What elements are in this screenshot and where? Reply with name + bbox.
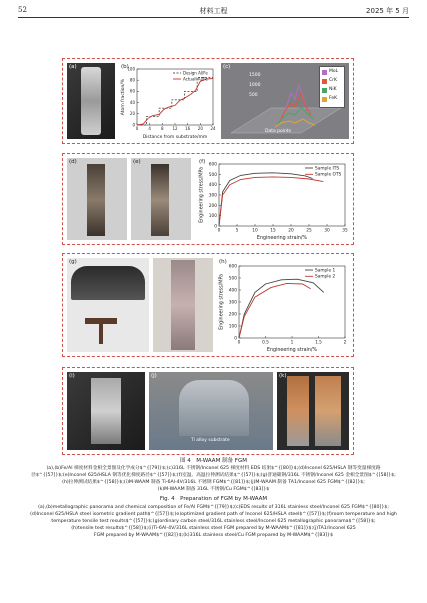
page-number: 52 — [18, 6, 27, 14]
y-tick-label: 500 — [208, 172, 217, 178]
x-axis-label: Engineering strain/% — [266, 348, 318, 352]
y-tick-label: 100 — [208, 214, 217, 220]
legend-label-1: Sample ITS — [315, 166, 340, 172]
stress-strain-chart-h — [217, 258, 349, 352]
x-tick-label: 0 — [237, 340, 241, 346]
x-tick-label: 10 — [252, 228, 258, 234]
figure-caption-zh-1: (a),(b)Fe/Al 梯度材料金相全景图及化学成分$^{[79]}$;(c)316L 不锈钢/Inconel 625 梯度材料 EDS 结果$^{[80]}$;(d)Inconel 625/HSLA 钢等变量梯度路 — [46, 466, 381, 471]
legend-label-2: Sample OTS — [315, 172, 342, 178]
figure-row-2 — [62, 153, 354, 245]
figure-caption-en-1: (a),(b)metallographic panorama and chemical composition of Fe/Al FGM$^{[79]}$;(c)EDS results of 316L stainless steel/Inconel 625 FGM$^{[80]}$; — [38, 505, 389, 510]
issue-date: 2025 年 5 月 — [366, 7, 409, 15]
figure-caption-zh-2: 径$^{[57]}$;(e)Inconel 625/HSLA 钢等优化梯度路径$^{[57]}$;(f)室温、高温拉伸测试结果$^{[57]}$;(g)普通碳钢/316L 不锈钢/Inconel 625 金相全景图$^{[58]}$; — [31, 473, 396, 478]
figure-caption-en-4: (h)tensile test results$^{[58]}$;(i)Ti-6Al-4V/316L stainless steel FGM prepared by M-WAAM$^{[81]}$;(j)TA1/Inconel 625 — [71, 526, 356, 531]
y-axis-label: Engineering stress/MPa — [219, 274, 225, 330]
y-tick-label: 500 — [228, 276, 237, 282]
page-header — [18, 5, 409, 18]
panel-g-photo — [67, 258, 149, 352]
panel-j-label: (j) — [151, 373, 157, 379]
y-tick-label: 600 — [228, 264, 237, 270]
y-axis-label: Engineering stress/MPa — [199, 167, 205, 223]
y-axis-label: Atom fraction/% — [121, 78, 126, 116]
y-tick-label: 200 — [208, 203, 217, 209]
x-tick-label: 16 — [185, 126, 191, 131]
x-tick-label: 1 — [290, 340, 294, 346]
substrate-label: Ti alloy substrate — [191, 438, 230, 443]
eds-axis-text: Data points — [265, 129, 291, 134]
x-tick-label: 24 — [210, 126, 216, 131]
stress-strain-chart-f — [197, 158, 349, 240]
y-tick-label: 300 — [208, 193, 217, 199]
y-tick-label: 400 — [208, 183, 217, 189]
x-tick-label: 25 — [306, 228, 312, 234]
panel-e-photo — [131, 158, 191, 240]
figure-row-1 — [62, 58, 354, 144]
figure-caption-zh-title: 图 4 M-WAAM 制备 FGM — [180, 458, 247, 464]
y-tick-label: 100 — [228, 324, 237, 330]
eds-tick-1: 1500 — [249, 73, 261, 78]
x-tick-label: 2 — [343, 340, 347, 346]
x-tick-label: 5 — [235, 228, 239, 234]
panel-f-label: (f) — [199, 159, 206, 165]
y-tick-label: 300 — [228, 300, 237, 306]
x-tick-label: 30 — [324, 228, 330, 234]
x-tick-label: 20 — [288, 228, 294, 234]
panel-f-chart — [197, 158, 349, 240]
x-tick-label: 8 — [161, 126, 164, 131]
panel-i-label: (i) — [69, 373, 75, 379]
panel-a-label: (a) — [69, 64, 77, 70]
panel-g-panorama — [153, 258, 213, 352]
x-tick-label: 20 — [197, 126, 203, 131]
series-line-2 — [239, 283, 311, 338]
figure-caption-en-5: FGM prepared by M-WAAM$^{[82]}$;(k)316L stainless steel/Cu FGM prepared by M-WAAM$^{[83]}$ — [93, 533, 334, 538]
panel-d-label: (d) — [69, 159, 77, 165]
panel-b-label: (b) — [121, 64, 129, 70]
figure-caption-zh-4: (k)M-WAAM 制备 316L 不锈钢/Cu FGM$^{[83]}$ — [157, 487, 270, 492]
x-tick-label: 35 — [342, 228, 348, 234]
x-tick-label: 0 — [135, 126, 139, 131]
x-tick-label: 0 — [217, 228, 221, 234]
panel-c-label: (c) — [223, 64, 231, 70]
panel-c-eds-map — [221, 63, 349, 139]
figure-caption-zh-3: (h)拉伸测试结果$^{[58]}$;(i)M-WAAM 制备 Ti-6Al-4V/316L 不锈钢 FGM$^{[81]}$;(j)M-WAAM 制备 TA1/Inconel 625 FGM$^{[82]}$; — [62, 480, 365, 485]
y-tick-label: 20 — [129, 111, 135, 117]
series-line-1 — [219, 173, 313, 226]
y-tick-label: 100 — [127, 66, 135, 72]
y-tick-label: 0 — [214, 224, 217, 230]
legend-label-1: Sample 1 — [315, 268, 336, 274]
eds-tick-2: 1000 — [249, 83, 261, 88]
panel-h-chart — [217, 258, 349, 352]
x-tick-label: 12 — [172, 126, 178, 131]
y-tick-label: 400 — [228, 288, 237, 294]
y-tick-label: 0 — [234, 336, 237, 342]
y-tick-label: 60 — [129, 88, 135, 94]
panel-i-photo — [67, 372, 145, 450]
legend-label-1: Design Al/Fe — [183, 70, 208, 76]
panel-b-chart — [119, 63, 217, 139]
legend-mol: MoL — [329, 69, 339, 74]
eds-tick-3: 500 — [249, 93, 258, 98]
x-tick-label: 15 — [270, 228, 276, 234]
y-tick-label: 0 — [132, 122, 135, 128]
figure-caption-en-3: temperature tensile test results$^{[57]}$;(g)ordinary carbon steel/316L stainless steel/Inconel 625 metallographic panorama$^{[58]}$; — [51, 519, 376, 524]
y-tick-label: 600 — [208, 162, 217, 168]
legend-nik: NiK — [329, 87, 337, 92]
series-line-1 — [239, 279, 324, 338]
figure-row-3 — [62, 253, 354, 357]
x-tick-label: 1.5 — [315, 340, 322, 346]
y-tick-label: 40 — [129, 99, 135, 105]
journal-title: 材料工程 — [199, 7, 228, 15]
panel-d-photo — [67, 158, 127, 240]
legend-crk: CrK — [329, 78, 337, 83]
series-line-2 — [219, 177, 323, 226]
x-axis-label: Engineering strain/% — [256, 236, 308, 240]
panel-k-label: (k) — [279, 373, 287, 379]
y-tick-label: 80 — [129, 77, 135, 83]
legend-fek: FeK — [329, 96, 338, 101]
panel-g-label: (g) — [69, 259, 77, 265]
legend-label-2: Sample 2 — [315, 274, 336, 280]
figure-row-4 — [62, 367, 354, 455]
panel-j-photo — [149, 372, 273, 450]
series-line-2 — [137, 79, 213, 126]
eds-legend — [319, 66, 345, 108]
panel-a-micrograph — [67, 63, 115, 139]
x-tick-label: 4 — [148, 126, 151, 131]
x-axis-label: Distance from substrate/mm — [142, 135, 208, 139]
panel-h-label: (h) — [219, 259, 227, 265]
y-tick-label: 200 — [228, 312, 237, 318]
panel-k-photo — [277, 372, 349, 450]
figure-caption-en-title: Fig. 4 Preparation of FGM by M-WAAM — [159, 496, 268, 502]
panel-e-label: (e) — [133, 159, 141, 165]
figure-caption-en-2: (d)Inconel 625/HSLA steel isometric gradient path$^{[57]}$;(e)optimized gradient path of Inconel 625/HSLA steel$^{[57]}$;(f)room temperature and high — [30, 512, 397, 517]
legend-label-2: Actuall Al/Fe — [183, 76, 208, 82]
x-tick-label: 0.5 — [262, 340, 269, 346]
atom-fraction-chart — [119, 63, 217, 139]
